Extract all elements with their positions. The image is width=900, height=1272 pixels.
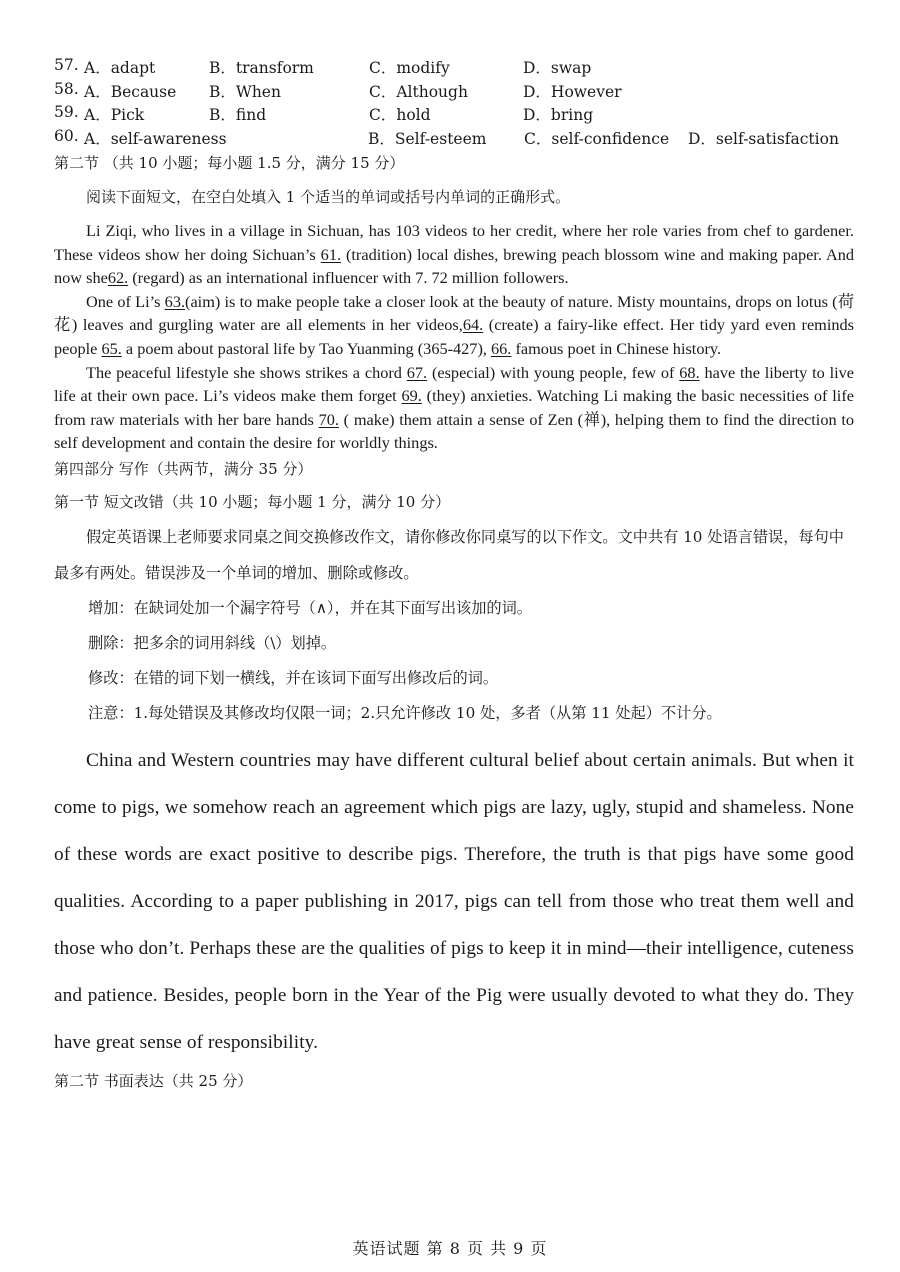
rule-modify: 修改：在错的词下划一横线，并在该词下面写出修改后的词。 [88,668,499,687]
cloze-passage [54,219,854,455]
part4-section1-heading: 第一节 短文改错（共 10 小题；每小题 1 分，满分 10 分） [54,492,451,511]
passage-paragraph-1: Li Ziqi, who lives in a village in Sichuan, has 103 videos to her credit, where her role varies from chef to gardener. These videos show her doing Sichuan’s 61. (tradition) local dishes, brewing peach blossom wine and making paper. And now she62. (regard) as an international influencer with 7. 72 million followers. [54,221,854,288]
answer-options [54,56,854,150]
section2-instruction: 阅读下面短文，在空白处填入 1 个适当的单词或括号内单词的正确形式。 [86,188,571,206]
question-number: 58. [54,79,79,98]
part4-heading: 第四部分 写作（共两节，满分 35 分） [54,459,313,478]
option-a: A．self-awareness [84,129,227,148]
option-a: A．adapt [84,59,156,77]
blank-61: 61. [320,244,342,264]
option-b: B．Self-esteem [368,129,487,148]
correction-rules [54,591,854,731]
rule-note: 注意：1.每处错误及其修改均仅限一词；2.只允许修改 10 处，多者（从第 11 处起）不计分。 [88,703,722,722]
blank-67: 67. [406,362,428,382]
exam-page [54,56,854,1092]
passage-paragraph-2: One of Li’s 63.(aim) is to make people take a closer look at the beauty of nature. Misty mountains, drops on lotus (荷花) leaves and gurgling water are all elements in her videos,64. (create) a fairy-like effect. Her tidy yard even reminds people 65. a poem about pastoral life by Tao Yuanming (365-427), 66. famous poet in Chinese history. [54,291,854,358]
question-number: 60. [54,126,79,145]
passage-paragraph-3: The peaceful lifestyle she shows strikes a chord 67. (especial) with young people, few of 68. have the liberty to live life at their own pace. Li’s videos make them forget 69. (they) anxieties. Watching Li making the basic necessities of life from raw materials with her bare hands 70. ( make) them attain a sense of Zen (禅), helping them to find the direction to self development and contain the desire for worldly things. [54,362,855,453]
error-correction-intro: 假定英语课上老师要求同桌之间交换修改作文，请你修改你同桌写的以下作文。文中共有 10 处语言错误，每句中最多有两处。错误涉及一个单词的增加、删除或修改。 [54,527,844,582]
part4-section2-heading: 第二节 书面表达（共 25 分） [54,1071,253,1090]
option-row-60 [54,127,854,151]
option-c: C．self-confidence [524,129,670,148]
rule-delete: 删除：把多余的词用斜线（\）划掉。 [88,633,337,652]
option-row-58 [54,80,854,104]
option-c: C．hold [369,106,431,124]
option-d: D．self-satisfaction [688,129,839,148]
option-d: D．swap [523,59,592,77]
blank-68: 68. [679,362,700,382]
option-row-59 [54,103,854,127]
blank-69: 69. [401,386,422,406]
option-c: C．modify [369,59,450,77]
blank-64: 64. [462,315,484,335]
option-c: C．Although [369,82,468,101]
option-b: B．When [209,82,281,101]
blank-70: 70. [318,409,339,429]
essay-text: China and Western countries may have different cultural belief about certain animals. But when it come to pigs, we somehow reach an agreement which pigs are lazy, ugly, stupid and shameless. None of these words are exact positive to describe pigs. Therefore, the truth is that pigs have some good qualities. According to a paper publishing in 2017, pigs can tell from those who treat them well and those who don’t. Perhaps these are the qualities of pigs to keep it in mind—their intelligence, cuteness and patience. Besides, people born in the Year of the Pig were usually devoted to what they do. They have great sense of responsibility. [54,749,854,1053]
question-number: 59. [54,103,79,121]
option-d: D．However [523,82,622,101]
page-footer: 英语试题 第 8 页 共 9 页 [352,1239,548,1258]
option-a: A．Pick [84,106,145,124]
rule-add: 增加：在缺词处加一个漏字符号（∧），并在其下面写出该加的词。 [88,598,532,617]
question-number: 57. [54,56,79,74]
option-row-57 [54,56,854,80]
blank-65: 65. [101,338,122,358]
option-b: B．find [209,106,267,124]
blank-62: 62. [107,268,129,288]
option-b: B．transform [209,59,314,77]
section2-heading: 第二节 （共 10 小题；每小题 1.5 分，满分 15 分） [54,154,405,172]
option-d: D．bring [523,106,594,124]
blank-63: 63. [164,291,186,311]
blank-66: 66. [491,338,512,358]
option-a: A．Because [84,82,177,101]
